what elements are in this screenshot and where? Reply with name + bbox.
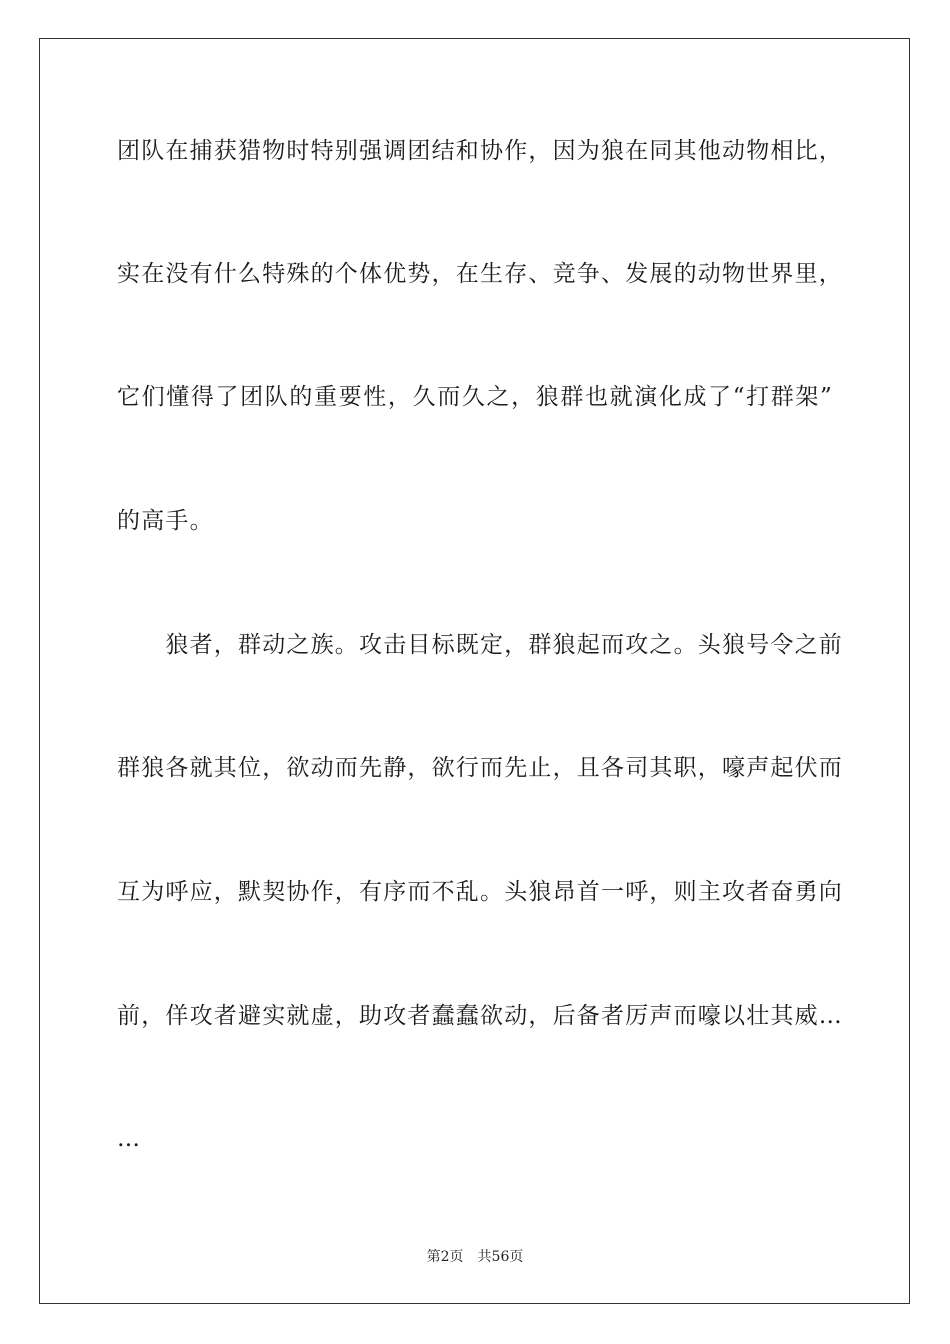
text-line: 的高手。 — [117, 508, 214, 534]
text-line: 狼者，群动之族。攻击目标既定，群狼起而攻之。头狼号令之前 — [117, 632, 843, 658]
total-pages: 共56页 — [477, 1249, 524, 1265]
text-line: 它们懂得了团队的重要性，久而久之，狼群也就演化成了“打群架” — [117, 384, 833, 410]
text-line: … — [117, 1126, 142, 1152]
page-footer — [0, 1248, 950, 1266]
text-line: 互为呼应，默契协作，有序而不乱。头狼昂首一呼，则主攻者奋勇向 — [117, 879, 843, 905]
page-number: 第2页 — [426, 1249, 464, 1265]
text-line: 实在没有什么特殊的个体优势，在生存、竞争、发展的动物世界里， — [117, 261, 843, 287]
text-line: 团队在捕获猎物时特别强调团结和协作，因为狼在同其他动物相比， — [117, 138, 843, 164]
text-line: 前，佯攻者避实就虚，助攻者蠢蠢欲动，后备者厉声而嚎以壮其威… — [117, 1003, 843, 1029]
page-border — [39, 38, 910, 1304]
text-line: 群狼各就其位，欲动而先静，欲行而先止，且各司其职，嚎声起伏而 — [117, 755, 843, 781]
